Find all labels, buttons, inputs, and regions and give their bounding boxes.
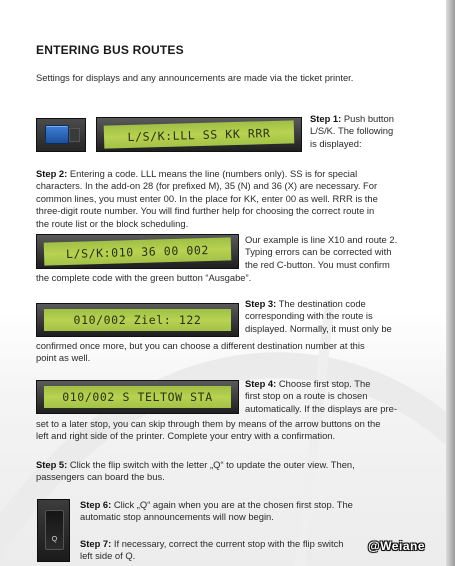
lcd-text-3: 010/002 Ziel: 122 — [44, 309, 231, 331]
step7-label: Step 7: — [80, 538, 112, 549]
watermark: @Weiane — [368, 539, 425, 553]
lcd-display-1 — [96, 117, 302, 152]
step4-text — [245, 378, 397, 415]
example-line: Our example is line X10 and route 2. — [245, 234, 398, 245]
lcd-display-2 — [36, 234, 239, 269]
example-last-line: the complete code with the green button “Ausgabe”. — [36, 272, 252, 283]
step5-text — [36, 459, 355, 484]
step5-line: passengers can board the bus. — [36, 471, 165, 483]
step3-label: Step 3: — [245, 298, 277, 309]
step2-text — [36, 168, 378, 230]
step5-label: Step 5: — [36, 459, 68, 470]
step3-continued — [36, 340, 365, 365]
example-line: Typing errors can be corrected with — [245, 246, 392, 258]
lcd-text-1: L/S/K:LLL SS KK RRR — [104, 120, 295, 148]
step1-line: Push button — [343, 113, 394, 124]
step1-label: Step 1: — [310, 113, 342, 124]
step3-line: corresponding with the route is — [245, 310, 373, 322]
step4-line: left and right side of the printer. Complete your entry with a confirmation. — [36, 430, 336, 442]
step2-line: the route list or the block scheduling. — [36, 217, 189, 229]
step3-line: displayed. Normally, it must only be — [245, 322, 392, 334]
lcd-display-3 — [36, 303, 239, 337]
step4-line: first stop on a route is chosen — [245, 390, 368, 402]
step6-line: Click „Q“ again when you are at the chosen first stop. The — [113, 499, 353, 510]
lcd-text-2: L/S/K:010 36 00 002 — [44, 237, 232, 265]
step2-line: characters. In the add-on 28 (for prefixed M), 35 (N) and 36 (X) are necessary. For — [36, 180, 378, 192]
example-text — [245, 234, 397, 271]
step2-line: common lines, you must enter 00. In the place for KK, enter 00 as well. RRR is the — [36, 192, 378, 204]
step4-line: set to a later stop, you can skip through them by means of the arrow buttons on the — [36, 418, 381, 429]
step1-line: L/S/K. The following — [310, 125, 394, 137]
step3-line: confirmed once more, but you can choose a different destination number at this — [36, 340, 365, 351]
step6-line: automatic stop announcements will now begin. — [80, 511, 274, 523]
step2-line: Entering a code. LLL means the line (numbers only). SS is for special — [69, 168, 358, 179]
step1-line: is displayed: — [310, 137, 362, 149]
example-line: the red C-button. You must confirm — [245, 258, 390, 270]
lcd-display-4 — [36, 380, 239, 414]
button-housing-icon — [69, 128, 80, 142]
intro-text: Settings for displays and any announcements are made via the ticket printer. — [36, 72, 354, 83]
lsk-button-photo — [36, 118, 86, 152]
flip-switch-icon — [45, 510, 64, 550]
step4-continued — [36, 418, 380, 443]
lcd-text-4: 010/002 S TELTOW STA — [44, 386, 231, 408]
step3-text — [245, 298, 392, 335]
step1-text — [310, 113, 394, 150]
step3-line: The destination code — [278, 298, 366, 309]
switch-letter: Q — [51, 536, 58, 543]
step3-line: point as well. — [36, 352, 91, 364]
step4-label: Step 4: — [245, 378, 277, 389]
step7-line: left side of Q. — [80, 550, 136, 562]
step7-text — [80, 538, 343, 563]
step2-line: three-digit route number. You will find further help for choosing the correct route in — [36, 205, 375, 217]
flip-switch-photo — [37, 499, 70, 562]
step6-label: Step 6: — [80, 499, 112, 510]
step4-line: automatically. If the displays are pre- — [245, 402, 397, 414]
lsk-button-icon — [45, 125, 69, 144]
step4-line: Choose first stop. The — [278, 378, 371, 389]
step6-text — [80, 499, 353, 524]
page-title: ENTERING BUS ROUTES — [36, 43, 184, 57]
step7-line: If necessary, correct the current stop with the flip switch — [113, 538, 344, 549]
step5-line: Click the flip switch with the letter „Q“ to update the outer view. Then, — [69, 459, 355, 470]
step2-label: Step 2: — [36, 168, 68, 179]
